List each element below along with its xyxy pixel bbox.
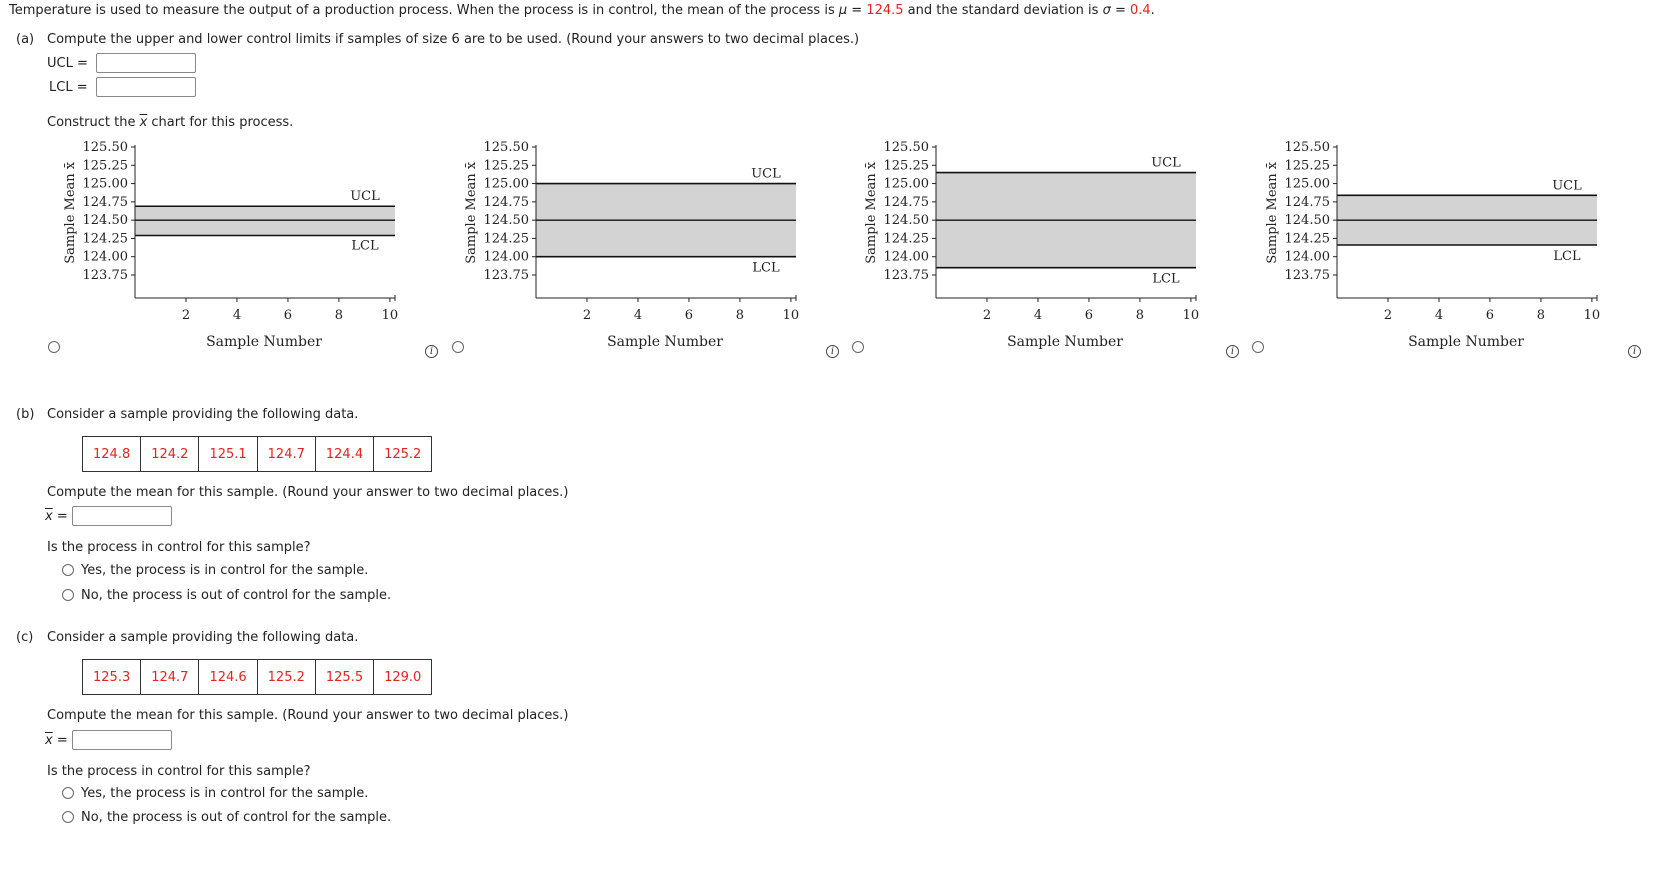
data-cell: 124.7 bbox=[141, 660, 199, 695]
ucl-input[interactable] bbox=[96, 53, 196, 73]
data-cell: 124.2 bbox=[141, 437, 199, 472]
xbar-chart-option-3 bbox=[801, 135, 1221, 365]
x-tick-label: 8 bbox=[334, 308, 344, 323]
part-c-question: Consider a sample providing the following data. bbox=[47, 630, 359, 645]
lcl-label: LCL = bbox=[49, 80, 88, 95]
part-b-question: Consider a sample providing the following data. bbox=[47, 407, 359, 422]
y-tick-label: 124.50 bbox=[1284, 213, 1330, 229]
y-tick-label: 124.00 bbox=[883, 249, 929, 265]
part-b-no-radio[interactable] bbox=[62, 589, 74, 601]
data-cell: 124.6 bbox=[199, 660, 257, 695]
x-tick-label: 10 bbox=[381, 308, 399, 323]
ucl-chart-label: UCL bbox=[1151, 155, 1181, 171]
data-cell: 125.2 bbox=[257, 660, 315, 695]
y-tick-label: 125.00 bbox=[483, 176, 529, 192]
y-tick-label: 124.50 bbox=[82, 213, 128, 229]
x-tick-label: 10 bbox=[1182, 308, 1200, 323]
data-cell: 125.5 bbox=[315, 660, 373, 695]
y-axis-label: Sample Mean x̄ bbox=[864, 161, 879, 264]
info-icon[interactable]: i bbox=[1226, 345, 1239, 358]
y-tick-label: 124.25 bbox=[82, 231, 128, 247]
x-tick-label: 6 bbox=[1485, 308, 1495, 323]
y-tick-label: 123.75 bbox=[483, 268, 529, 283]
x-tick-label: 2 bbox=[1383, 308, 1393, 323]
y-tick-label: 124.25 bbox=[483, 231, 529, 247]
data-cell: 125.2 bbox=[374, 437, 432, 472]
data-cell: 124.4 bbox=[315, 437, 373, 472]
xbar-chart-option-2 bbox=[401, 135, 821, 365]
problem-statement: Temperature is used to measure the output of a production process. When the process is in control, the mean of the process is μ = 124.5 and the standard deviation is σ = 0.4. bbox=[9, 3, 1155, 18]
x-axis-label: Sample Number bbox=[1007, 334, 1123, 350]
y-tick-label: 125.25 bbox=[483, 158, 529, 174]
part-b-xbar-label: $\overline{x}$ = bbox=[45, 509, 68, 524]
ucl-chart-label: UCL bbox=[1552, 178, 1582, 194]
x-axis-label: Sample Number bbox=[1408, 334, 1524, 350]
ucl-label: UCL = bbox=[47, 56, 88, 71]
data-cell: 125.3 bbox=[83, 660, 141, 695]
x-tick-label: 2 bbox=[582, 308, 592, 323]
data-cell: 124.8 bbox=[83, 437, 141, 472]
xbar-chart-option-4 bbox=[1202, 135, 1622, 365]
y-tick-label: 124.75 bbox=[483, 194, 529, 210]
data-cell: 125.1 bbox=[199, 437, 257, 472]
part-b-no-label[interactable]: No, the process is out of control for the sample. bbox=[81, 588, 392, 603]
x-tick-label: 2 bbox=[982, 308, 992, 323]
y-tick-label: 124.25 bbox=[883, 231, 929, 247]
x-tick-label: 10 bbox=[1583, 308, 1601, 323]
part-b-label: (b) bbox=[16, 407, 35, 422]
part-c-mean-input[interactable] bbox=[72, 730, 172, 750]
info-icon[interactable]: i bbox=[1628, 345, 1641, 358]
x-tick-label: 6 bbox=[684, 308, 694, 323]
part-b-yes-radio[interactable] bbox=[62, 564, 74, 576]
part-c-control-question: Is the process in control for this sample? bbox=[47, 764, 311, 779]
y-tick-label: 125.50 bbox=[1284, 140, 1330, 155]
part-b-yes-label[interactable]: Yes, the process is in control for the sample. bbox=[81, 563, 369, 578]
y-tick-label: 123.75 bbox=[883, 268, 929, 283]
part-c-yes-radio[interactable] bbox=[62, 787, 74, 799]
y-tick-label: 123.75 bbox=[82, 268, 128, 283]
xbar-chart-option-1 bbox=[0, 135, 420, 365]
part-b-data-table bbox=[82, 436, 432, 472]
x-tick-label: 8 bbox=[1536, 308, 1546, 323]
y-tick-label: 124.50 bbox=[483, 213, 529, 229]
ucl-chart-label: UCL bbox=[350, 189, 380, 205]
part-c-no-radio[interactable] bbox=[62, 811, 74, 823]
y-tick-label: 124.75 bbox=[82, 194, 128, 210]
x-tick-label: 4 bbox=[1033, 308, 1043, 323]
part-c-mean-prompt: Compute the mean for this sample. (Round your answer to two decimal places.) bbox=[47, 708, 569, 723]
y-tick-label: 124.00 bbox=[483, 249, 529, 265]
lcl-chart-label: LCL bbox=[351, 238, 379, 254]
ucl-chart-label: UCL bbox=[751, 166, 781, 182]
y-tick-label: 124.00 bbox=[82, 249, 128, 265]
x-tick-label: 10 bbox=[782, 308, 800, 323]
x-tick-label: 6 bbox=[283, 308, 293, 323]
info-icon[interactable]: i bbox=[425, 345, 438, 358]
part-b-control-question: Is the process in control for this sample? bbox=[47, 540, 311, 555]
y-tick-label: 124.25 bbox=[1284, 231, 1330, 247]
x-tick-label: 8 bbox=[1135, 308, 1145, 323]
part-a-label: (a) bbox=[16, 32, 35, 47]
lcl-input[interactable] bbox=[96, 77, 196, 97]
y-axis-label: Sample Mean x̄ bbox=[464, 161, 479, 264]
data-cell: 124.7 bbox=[257, 437, 315, 472]
y-tick-label: 124.75 bbox=[1284, 194, 1330, 210]
data-cell: 129.0 bbox=[374, 660, 432, 695]
control-band bbox=[135, 206, 395, 235]
y-tick-label: 125.25 bbox=[1284, 158, 1330, 174]
y-tick-label: 125.50 bbox=[483, 140, 529, 155]
x-tick-label: 8 bbox=[735, 308, 745, 323]
x-axis-label: Sample Number bbox=[607, 334, 723, 350]
y-tick-label: 123.75 bbox=[1284, 268, 1330, 283]
x-tick-label: 6 bbox=[1084, 308, 1094, 323]
part-c-label: (c) bbox=[16, 630, 34, 645]
part-c-xbar-label: $\overline{x}$ = bbox=[45, 733, 68, 748]
part-a-question: Compute the upper and lower control limits if samples of size 6 are to be used. (Round your answers to two decimal places.) bbox=[47, 32, 860, 47]
y-tick-label: 125.00 bbox=[1284, 176, 1330, 192]
y-tick-label: 124.75 bbox=[883, 194, 929, 210]
y-tick-label: 125.00 bbox=[82, 176, 128, 192]
part-b-mean-prompt: Compute the mean for this sample. (Round your answer to two decimal places.) bbox=[47, 485, 569, 500]
x-tick-label: 4 bbox=[633, 308, 643, 323]
x-tick-label: 4 bbox=[1434, 308, 1444, 323]
y-axis-label: Sample Mean x̄ bbox=[1265, 161, 1280, 264]
lcl-chart-label: LCL bbox=[752, 260, 780, 276]
y-tick-label: 125.50 bbox=[883, 140, 929, 155]
x-tick-label: 4 bbox=[232, 308, 242, 323]
x-tick-label: 2 bbox=[181, 308, 191, 323]
lcl-chart-label: LCL bbox=[1553, 249, 1581, 265]
y-tick-label: 124.00 bbox=[1284, 249, 1330, 265]
construct-instruction: Construct the $\overline{x}$ chart for this process. bbox=[47, 115, 294, 130]
y-tick-label: 125.50 bbox=[82, 140, 128, 155]
lcl-chart-label: LCL bbox=[1152, 271, 1180, 287]
part-c-yes-label[interactable]: Yes, the process is in control for the sample. bbox=[81, 786, 369, 801]
y-tick-label: 125.25 bbox=[82, 158, 128, 174]
y-tick-label: 124.50 bbox=[883, 213, 929, 229]
info-icon[interactable]: i bbox=[826, 345, 839, 358]
part-b-mean-input[interactable] bbox=[72, 506, 172, 526]
y-tick-label: 125.25 bbox=[883, 158, 929, 174]
y-axis-label: Sample Mean x̄ bbox=[63, 161, 78, 264]
x-axis-label: Sample Number bbox=[206, 334, 322, 350]
y-tick-label: 125.00 bbox=[883, 176, 929, 192]
part-c-no-label[interactable]: No, the process is out of control for the sample. bbox=[81, 810, 392, 825]
part-c-data-table bbox=[82, 659, 432, 695]
